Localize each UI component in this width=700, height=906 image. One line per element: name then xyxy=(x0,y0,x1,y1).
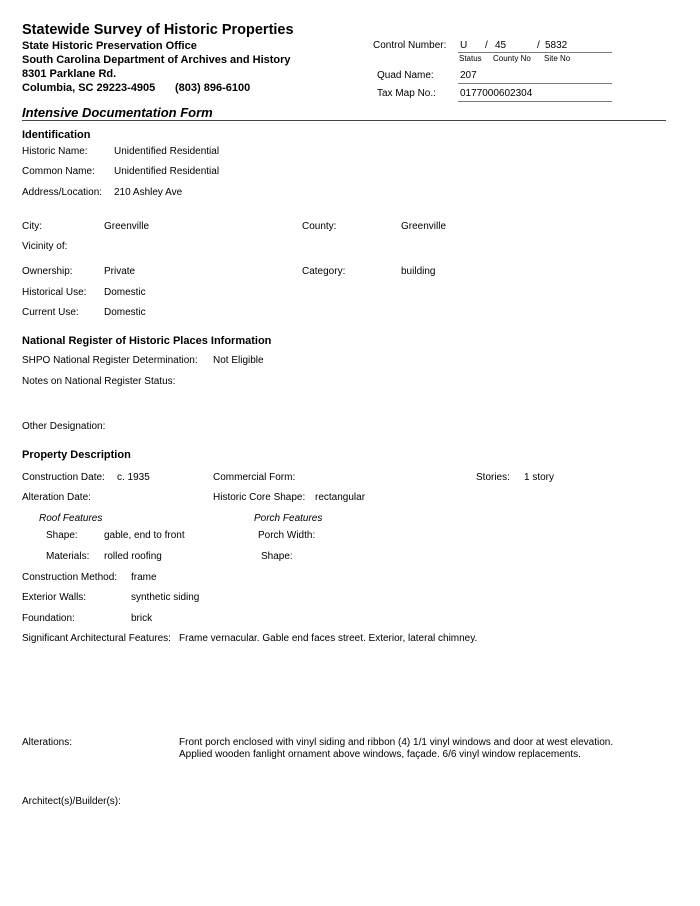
stories-value: 1 story xyxy=(524,472,555,483)
nr-notes-label: Notes on National Register Status: xyxy=(22,376,176,387)
office-phone: (803) 896-6100 xyxy=(175,82,251,94)
construction-method-label: Construction Method: xyxy=(22,572,118,583)
office-city-state-zip: Columbia, SC 29223-4905 xyxy=(22,82,156,94)
control-separator: / xyxy=(485,40,488,51)
alterations-label: Alterations: xyxy=(22,737,73,748)
county-value: Greenville xyxy=(401,221,447,232)
category-value: building xyxy=(401,266,436,277)
porch-features-subheading: Porch Features xyxy=(254,513,323,524)
foundation-value: brick xyxy=(131,613,153,624)
historical-use-value: Domestic xyxy=(104,287,146,298)
address-value: 210 Ashley Ave xyxy=(114,187,183,198)
roof-materials-label: Materials: xyxy=(46,551,90,562)
roof-materials-value: rolled roofing xyxy=(104,551,162,562)
quad-name-underline xyxy=(458,83,612,84)
site-no-caption: Site No xyxy=(544,54,571,63)
quad-name-label: Quad Name: xyxy=(377,70,434,81)
alterations-line-2: Applied wooden fanlight ornament above windows, façade. 6/6 vinyl window replacements. xyxy=(179,749,581,760)
department-name: South Carolina Department of Archives and History xyxy=(22,54,291,66)
city-label: City: xyxy=(22,221,42,232)
roof-features-subheading: Roof Features xyxy=(39,513,103,524)
stories-label: Stories: xyxy=(476,472,510,483)
historical-use-label: Historical Use: xyxy=(22,287,87,298)
construction-date-label: Construction Date: xyxy=(22,472,105,483)
porch-width-label: Porch Width: xyxy=(258,530,316,541)
quad-name-value: 207 xyxy=(460,70,477,81)
current-use-label: Current Use: xyxy=(22,307,79,318)
core-shape-label: Historic Core Shape: xyxy=(213,492,306,503)
roof-shape-label: Shape: xyxy=(46,530,78,541)
national-register-heading: National Register of Historic Places Information xyxy=(22,335,272,347)
property-description-heading: Property Description xyxy=(22,449,131,461)
office-name: State Historic Preservation Office xyxy=(22,40,197,52)
city-value: Greenville xyxy=(104,221,150,232)
identification-heading: Identification xyxy=(22,129,91,141)
control-county-no: 45 xyxy=(495,40,507,51)
vicinity-label: Vicinity of: xyxy=(22,241,68,252)
significant-features-value: Frame vernacular. Gable end faces street. Exterior, lateral chimney. xyxy=(179,633,478,644)
form-title-rule xyxy=(22,120,666,121)
alteration-date-label: Alteration Date: xyxy=(22,492,91,503)
office-street: 8301 Parklane Rd. xyxy=(22,68,117,80)
common-name-value: Unidentified Residential xyxy=(114,166,220,177)
common-name-label: Common Name: xyxy=(22,166,95,177)
category-label: Category: xyxy=(302,266,346,277)
control-separator: / xyxy=(537,40,540,51)
other-designation-label: Other Designation: xyxy=(22,421,106,432)
ownership-label: Ownership: xyxy=(22,266,73,277)
tax-map-underline xyxy=(458,101,612,102)
historic-name-label: Historic Name: xyxy=(22,146,88,157)
current-use-value: Domestic xyxy=(104,307,146,318)
nr-determination-label: SHPO National Register Determination: xyxy=(22,355,198,366)
tax-map-label: Tax Map No.: xyxy=(377,88,436,99)
nr-determination-value: Not Eligible xyxy=(213,355,264,366)
exterior-walls-label: Exterior Walls: xyxy=(22,592,87,603)
commercial-form-label: Commercial Form: xyxy=(213,472,296,483)
alterations-line-1: Front porch enclosed with vinyl siding and ribbon (4) 1/1 vinyl windows and door at west elevation. xyxy=(179,737,614,748)
construction-date-value: c. 1935 xyxy=(117,472,150,483)
county-no-caption: County No xyxy=(493,54,531,63)
tax-map-value: 0177000602304 xyxy=(460,88,533,99)
roof-shape-value: gable, end to front xyxy=(104,530,185,541)
foundation-label: Foundation: xyxy=(22,613,75,624)
architect-builder-label: Architect(s)/Builder(s): xyxy=(22,796,121,807)
status-caption: Status xyxy=(459,54,482,63)
control-number-underline xyxy=(458,52,612,53)
construction-method-value: frame xyxy=(131,572,157,583)
control-number-label: Control Number: xyxy=(373,40,447,51)
address-label: Address/Location: xyxy=(22,187,103,198)
significant-features-label: Significant Architectural Features: xyxy=(22,633,171,644)
county-label: County: xyxy=(302,221,337,232)
survey-title: Statewide Survey of Historic Properties xyxy=(22,22,294,38)
core-shape-value: rectangular xyxy=(315,492,366,503)
ownership-value: Private xyxy=(104,266,136,277)
form-title: Intensive Documentation Form xyxy=(22,105,213,120)
control-status: U xyxy=(460,40,468,51)
porch-shape-label: Shape: xyxy=(261,551,293,562)
historic-name-value: Unidentified Residential xyxy=(114,146,220,157)
exterior-walls-value: synthetic siding xyxy=(131,592,200,603)
control-site-no: 5832 xyxy=(545,40,568,51)
